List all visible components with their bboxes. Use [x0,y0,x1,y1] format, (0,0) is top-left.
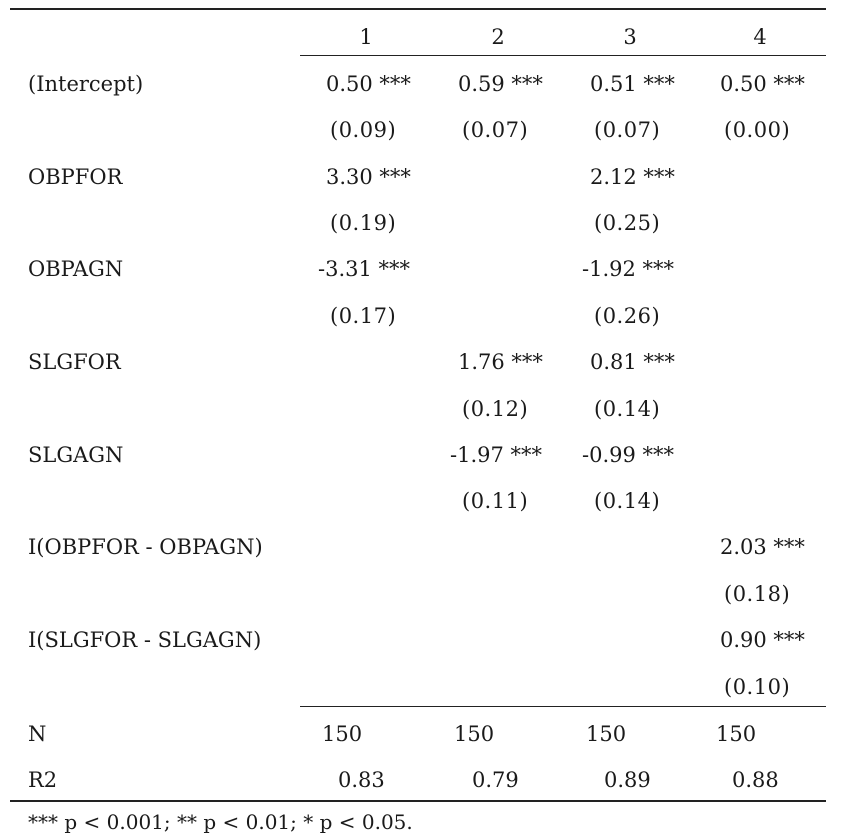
std-error-cell: (0.25) [594,211,661,235]
stats-cell: 150 [454,722,495,746]
row-label: SLGAGN [28,443,124,467]
std-error-cell: (0.18) [724,582,791,606]
estimate-cell: 1.76 *** [458,350,543,374]
estimate-cell: 0.51 *** [590,72,675,96]
std-error-cell: (0.11) [462,489,529,513]
std-error-cell: (0.10) [724,675,791,699]
table-row [10,432,826,478]
row-label: I(SLGFOR - SLGAGN) [28,628,262,652]
column-header-3: 3 [623,25,637,49]
row-label: SLGFOR [28,350,121,374]
stats-cell: 0.88 [732,768,779,792]
column-header-2: 2 [491,25,505,49]
estimate-cell: 3.30 *** [326,165,411,189]
stats-cell: 0.89 [604,768,651,792]
table-row-se [10,293,826,339]
stats-row [10,711,826,757]
stats-cell: 150 [322,722,363,746]
stats-label: N [28,722,47,746]
row-label: OBPAGN [28,257,124,281]
significance-footnote: *** p < 0.001; ** p < 0.01; * p < 0.05. [28,810,413,834]
std-error-cell: (0.14) [594,397,661,421]
estimate-cell: 2.12 *** [590,165,675,189]
table-row [10,246,826,292]
table-bottom-rule [10,800,826,802]
table-row-se [10,664,826,710]
table-top-rule [10,8,826,10]
row-label: OBPFOR [28,165,123,189]
estimate-cell: -1.92 *** [582,257,675,281]
column-header-4: 4 [753,25,767,49]
estimate-cell: 0.50 *** [720,72,805,96]
stats-cell: 0.83 [338,768,385,792]
estimate-cell: 0.90 *** [720,628,805,652]
estimate-cell: -0.99 *** [582,443,675,467]
std-error-cell: (0.26) [594,304,661,328]
row-label: I(OBPFOR - OBPAGN) [28,535,263,559]
header-row [10,14,826,60]
std-error-cell: (0.17) [330,304,397,328]
stats-label: R2 [28,768,58,792]
table-row [10,61,826,107]
estimate-cell: -1.97 *** [450,443,543,467]
std-error-cell: (0.00) [724,118,791,142]
std-error-cell: (0.19) [330,211,397,235]
stats-cell: 150 [586,722,627,746]
table-row-se [10,386,826,432]
table-row [10,339,826,385]
table-row-se [10,200,826,246]
stats-cell: 150 [716,722,757,746]
stats-cell: 0.79 [472,768,519,792]
header-rule [300,55,826,56]
row-label: (Intercept) [28,72,144,96]
std-error-cell: (0.14) [594,489,661,513]
estimate-cell: 2.03 *** [720,535,805,559]
column-header-1: 1 [359,25,373,49]
stats-rule [300,706,826,707]
stats-row [10,757,826,803]
std-error-cell: (0.07) [462,118,529,142]
table-row [10,617,826,663]
std-error-cell: (0.09) [330,118,397,142]
std-error-cell: (0.12) [462,397,529,421]
estimate-cell: 0.81 *** [590,350,675,374]
estimate-cell: 0.50 *** [326,72,411,96]
table-row-se [10,571,826,617]
std-error-cell: (0.07) [594,118,661,142]
table-row-se [10,107,826,153]
table-row [10,154,826,200]
table-row [10,524,826,570]
estimate-cell: -3.31 *** [318,257,411,281]
estimate-cell: 0.59 *** [458,72,543,96]
table-row-se [10,478,826,524]
